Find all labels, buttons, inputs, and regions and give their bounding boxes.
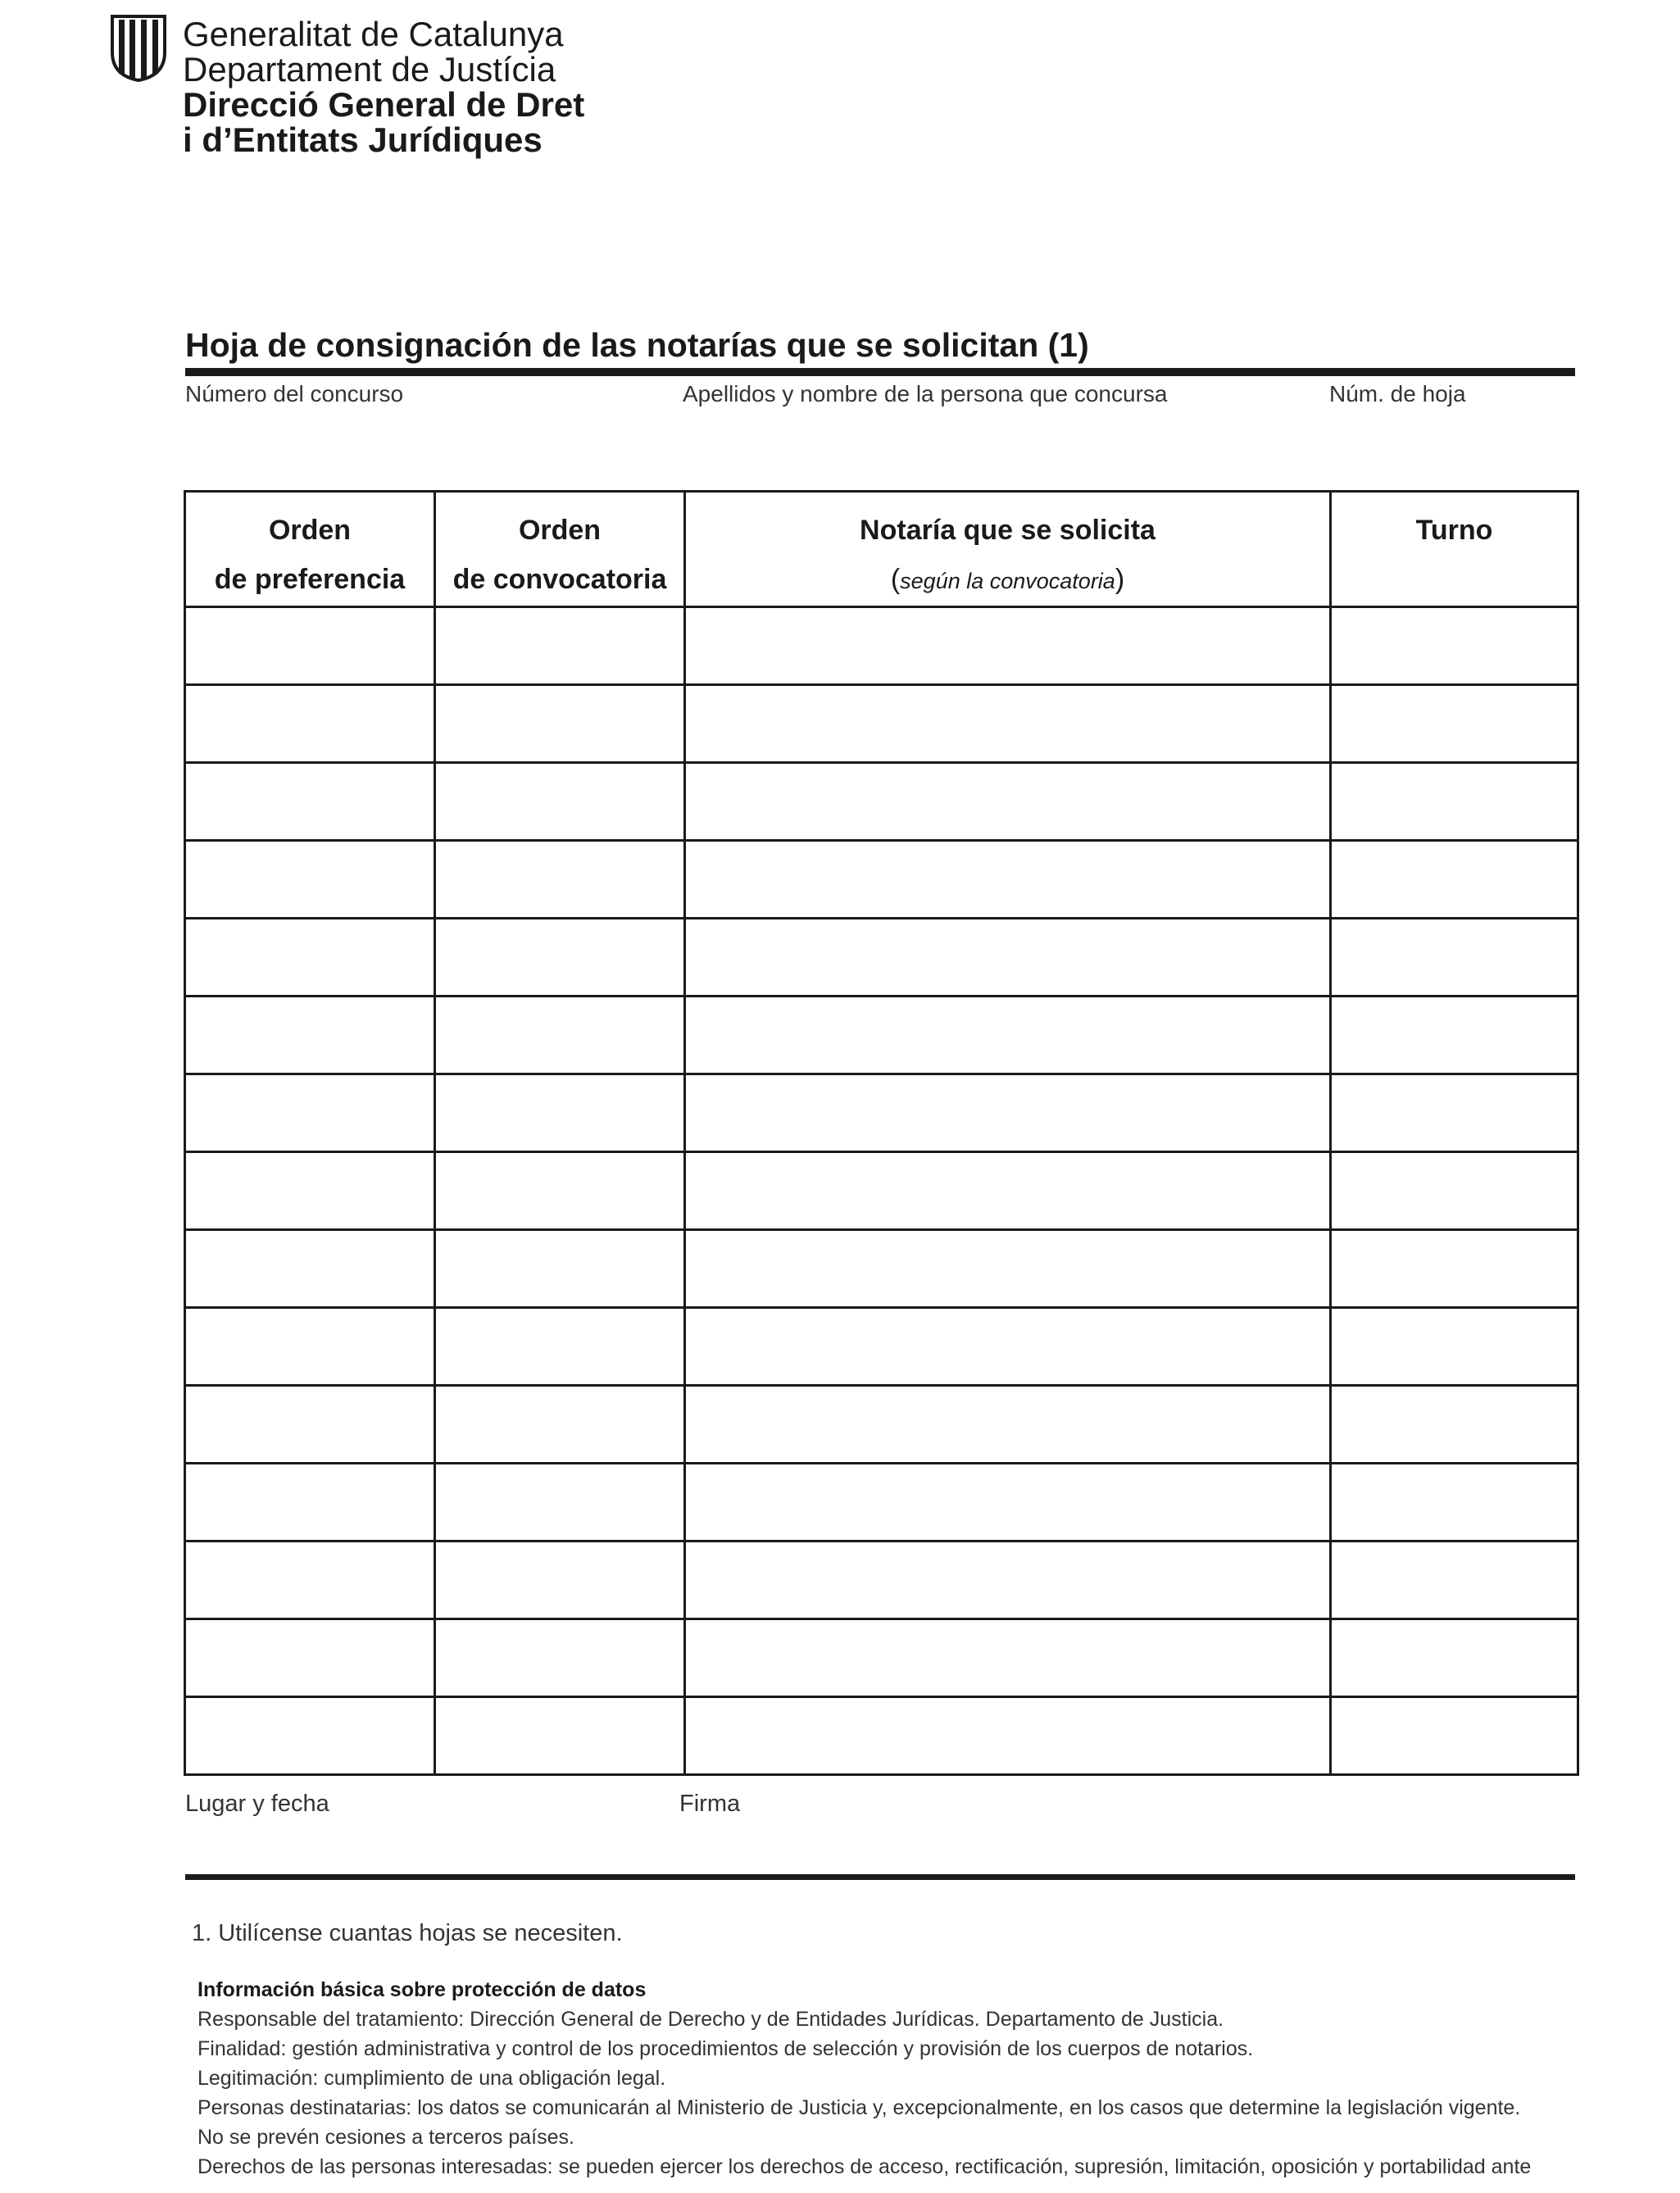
table-row — [185, 1074, 1578, 1152]
cell-orden-convocatoria[interactable] — [435, 1308, 685, 1386]
cell-orden-preferencia[interactable] — [185, 685, 435, 763]
cell-turno[interactable] — [1331, 1230, 1578, 1308]
generalitat-emblem-icon — [109, 15, 168, 82]
cell-turno[interactable] — [1331, 1464, 1578, 1541]
cell-orden-convocatoria[interactable] — [435, 1541, 685, 1619]
privacy-line: Legitimación: cumplimiento de una obligación legal. — [198, 2067, 666, 2090]
cell-notaria[interactable] — [685, 763, 1331, 841]
cell-notaria[interactable] — [685, 1230, 1331, 1308]
cell-notaria[interactable] — [685, 919, 1331, 997]
cell-orden-convocatoria[interactable] — [435, 1464, 685, 1541]
cell-orden-preferencia[interactable] — [185, 1152, 435, 1230]
cell-orden-preferencia[interactable] — [185, 1386, 435, 1464]
cell-orden-convocatoria[interactable] — [435, 841, 685, 919]
organization-block — [183, 16, 584, 157]
col-orden-preferencia — [185, 492, 435, 607]
cell-notaria[interactable] — [685, 685, 1331, 763]
cell-turno[interactable] — [1331, 1619, 1578, 1697]
privacy-block — [198, 1975, 1582, 2182]
table-row — [185, 607, 1578, 685]
cell-orden-convocatoria[interactable] — [435, 1619, 685, 1697]
cell-turno[interactable] — [1331, 685, 1578, 763]
cell-orden-preferencia[interactable] — [185, 1464, 435, 1541]
privacy-line: Responsable del tratamiento: Dirección General de Derecho y de Entidades Jurídicas. Departamento de Justicia. — [198, 2008, 1224, 2031]
table-row — [185, 685, 1578, 763]
cell-orden-preferencia[interactable] — [185, 919, 435, 997]
table-row — [185, 919, 1578, 997]
col-header-line1: Orden — [268, 515, 352, 546]
cell-orden-preferencia[interactable] — [185, 1308, 435, 1386]
cell-orden-convocatoria[interactable] — [435, 919, 685, 997]
table-row — [185, 1152, 1578, 1230]
cell-orden-preferencia[interactable] — [185, 763, 435, 841]
cell-turno[interactable] — [1331, 1386, 1578, 1464]
cell-orden-convocatoria[interactable] — [435, 763, 685, 841]
cell-notaria[interactable] — [685, 1464, 1331, 1541]
table-row — [185, 1308, 1578, 1386]
privacy-line: Derechos de las personas interesadas: se pueden ejercer los derechos de acceso, rectificación, supresión, limitación, oposición y portabilidad ante — [198, 2155, 1532, 2178]
cell-notaria[interactable] — [685, 997, 1331, 1074]
cell-orden-preferencia[interactable] — [185, 1619, 435, 1697]
org-line-4: i d’Entitats Jurídiques — [183, 120, 543, 159]
cell-orden-preferencia[interactable] — [185, 1697, 435, 1775]
cell-notaria[interactable] — [685, 1152, 1331, 1230]
table-row — [185, 1697, 1578, 1775]
cell-orden-convocatoria[interactable] — [435, 1697, 685, 1775]
footer-rule — [185, 1874, 1575, 1880]
label-num-hoja: Núm. de hoja — [1329, 381, 1466, 406]
org-line-1: Generalitat de Catalunya — [183, 15, 564, 53]
table-row — [185, 1230, 1578, 1308]
label-lugar-fecha: Lugar y fecha — [185, 1791, 329, 1817]
table-row — [185, 1541, 1578, 1619]
cell-notaria[interactable] — [685, 841, 1331, 919]
org-line-2: Departament de Justícia — [183, 50, 556, 89]
cell-notaria[interactable] — [685, 1386, 1331, 1464]
cell-orden-convocatoria[interactable] — [435, 685, 685, 763]
col-header-line2: de preferencia — [214, 564, 406, 595]
cell-notaria[interactable] — [685, 1308, 1331, 1386]
cell-orden-convocatoria[interactable] — [435, 1230, 685, 1308]
cell-orden-convocatoria[interactable] — [435, 1386, 685, 1464]
cell-turno[interactable] — [1331, 763, 1578, 841]
cell-orden-preferencia[interactable] — [185, 607, 435, 685]
cell-turno[interactable] — [1331, 607, 1578, 685]
cell-notaria[interactable] — [685, 1697, 1331, 1775]
col-header-line1: Notaría que se solicita — [860, 515, 1156, 546]
table-row — [185, 997, 1578, 1074]
cell-turno[interactable] — [1331, 1697, 1578, 1775]
table-row — [185, 763, 1578, 841]
cell-turno[interactable] — [1331, 997, 1578, 1074]
privacy-line: Finalidad: gestión administrativa y control de los procedimientos de selección y provisión de los cuerpos de notarios. — [198, 2037, 1254, 2060]
cell-turno[interactable] — [1331, 919, 1578, 997]
cell-turno[interactable] — [1331, 1308, 1578, 1386]
footnote: 1. Utilícense cuantas hojas se necesiten. — [192, 1920, 623, 1946]
cell-orden-convocatoria[interactable] — [435, 607, 685, 685]
privacy-title: Información básica sobre protección de datos — [198, 1978, 647, 2001]
col-notaria — [685, 492, 1331, 607]
label-numero-concurso: Número del concurso — [185, 381, 404, 406]
cell-notaria[interactable] — [685, 1619, 1331, 1697]
cell-notaria[interactable] — [685, 1541, 1331, 1619]
cell-turno[interactable] — [1331, 1152, 1578, 1230]
col-turno — [1331, 492, 1578, 607]
cell-notaria[interactable] — [685, 1074, 1331, 1152]
cell-orden-convocatoria[interactable] — [435, 1074, 685, 1152]
cell-orden-convocatoria[interactable] — [435, 997, 685, 1074]
privacy-line: No se prevén cesiones a terceros países. — [198, 2126, 574, 2149]
col-header-note-text: según la convocatoria — [900, 569, 1115, 593]
table-header-row — [185, 492, 1578, 607]
table-row — [185, 1619, 1578, 1697]
org-line-3: Direcció General de Dret — [183, 85, 585, 124]
privacy-line: Personas destinatarias: los datos se comunicarán al Ministerio de Justicia y, excepcionalmente, en los casos que determine la legislación vigente. — [198, 2096, 1521, 2119]
cell-notaria[interactable] — [685, 607, 1331, 685]
col-header-line2: de convocatoria — [452, 564, 667, 595]
cell-orden-preferencia[interactable] — [185, 1541, 435, 1619]
cell-orden-preferencia[interactable] — [185, 841, 435, 919]
cell-orden-convocatoria[interactable] — [435, 1152, 685, 1230]
cell-orden-preferencia[interactable] — [185, 1074, 435, 1152]
cell-turno[interactable] — [1331, 841, 1578, 919]
form-title: Hoja de consignación de las notarías que se solicitan (1) — [185, 326, 1089, 364]
col-header-note: (según la convocatoria) — [890, 564, 1125, 595]
notarias-table — [184, 490, 1579, 1776]
cell-orden-preferencia[interactable] — [185, 1230, 435, 1308]
title-rule — [185, 368, 1575, 376]
col-header-line1: Orden — [518, 515, 602, 546]
cell-orden-preferencia[interactable] — [185, 997, 435, 1074]
col-header-line1: Turno — [1415, 515, 1493, 546]
label-apellidos-nombre: Apellidos y nombre de la persona que concursa — [683, 381, 1168, 406]
cell-turno[interactable] — [1331, 1074, 1578, 1152]
table-row — [185, 1386, 1578, 1464]
label-firma: Firma — [679, 1791, 741, 1817]
col-orden-convocatoria — [435, 492, 685, 607]
cell-turno[interactable] — [1331, 1541, 1578, 1619]
table-row — [185, 1464, 1578, 1541]
table-row — [185, 841, 1578, 919]
table-body — [185, 607, 1578, 1775]
